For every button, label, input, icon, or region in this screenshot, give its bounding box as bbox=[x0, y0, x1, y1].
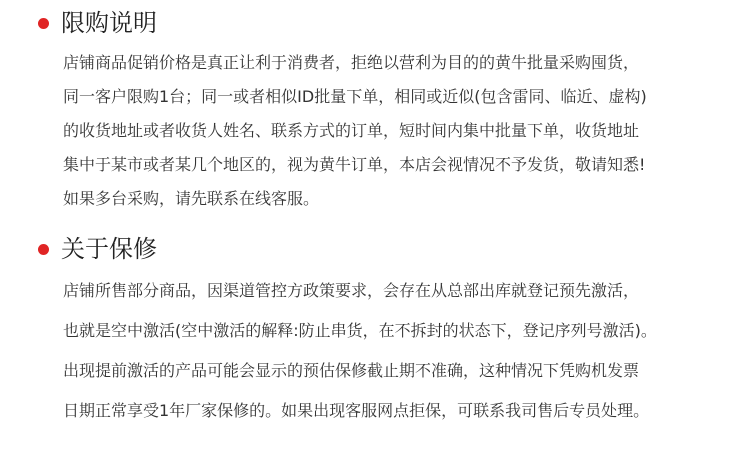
paragraph-line: 集中于某市或者某几个地区的，视为黄牛订单，本店会视情况不予发货，敬请知悉! bbox=[63, 155, 646, 174]
paragraph-line: 店铺所售部分商品，因渠道管控方政策要求，会存在从总部出库就登记预先激活， bbox=[63, 281, 640, 300]
paragraph-line: 的收货地址或者收货人姓名、联系方式的订单，短时间内集中批量下单，收货地址 bbox=[63, 121, 640, 140]
red-dot-bullet-icon bbox=[38, 18, 49, 29]
purchase-limit-section bbox=[0, 0, 750, 208]
section-heading bbox=[0, 226, 750, 276]
section-title: 关于保修 bbox=[61, 235, 157, 263]
paragraph-line: 如果多台采购，请先联系在线客服。 bbox=[63, 189, 320, 208]
paragraph-line: 日期正常享受1年厂家保修的。如果出现客服网点拒保，可联系我司售后专员处理。 bbox=[63, 401, 650, 420]
paragraph-line: 也就是空中激活(空中激活的解释:防止串货，在不拆封的状态下，登记序列号激活)。 bbox=[63, 321, 657, 340]
paragraph-line: 店铺商品促销价格是真正让利于消费者，拒绝以营利为目的的黄牛批量采购囤货， bbox=[63, 53, 640, 72]
warranty-section bbox=[0, 226, 750, 420]
section-heading bbox=[0, 0, 750, 50]
paragraph-line: 同一客户限购1台；同一或者相似ID批量下单，相同或近似(包含雷同、临近、虚构) bbox=[63, 87, 647, 106]
red-dot-bullet-icon bbox=[38, 244, 49, 255]
section-title: 限购说明 bbox=[61, 9, 157, 37]
paragraph-line: 出现提前激活的产品可能会显示的预估保修截止期不准确，这种情况下凭购机发票 bbox=[63, 361, 640, 380]
